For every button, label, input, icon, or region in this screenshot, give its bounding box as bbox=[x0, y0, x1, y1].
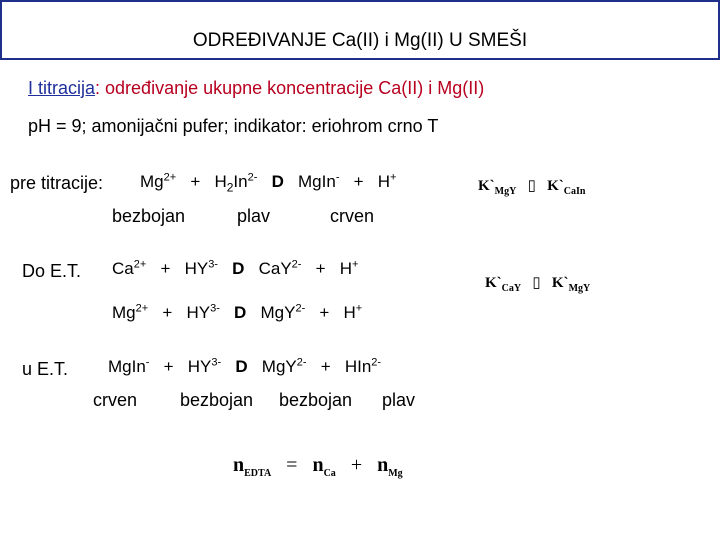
subtitle-part2: : određivanje ukupne koncentracije Ca(II) i Mg(II) bbox=[95, 78, 485, 98]
et-label: u E.T. bbox=[22, 359, 69, 379]
et-under-4: plav bbox=[382, 390, 416, 410]
box-icon: ▯ bbox=[532, 275, 541, 291]
box-icon: ▯ bbox=[527, 178, 536, 194]
page-title: ODREĐIVANJE Ca(II) i Mg(II) U SMEŠI bbox=[192, 30, 528, 51]
pre-under-3: crven bbox=[330, 206, 375, 226]
do-reaction: $Ca^{2+}$ + $HY^{3-}$ D CaY$^{2-}$ + H+ bbox=[112, 258, 359, 278]
conditions-text: pH = 9; amonijačni pufer; indikator: eriohrom crno T bbox=[28, 116, 439, 136]
pre-under-2: plav bbox=[237, 206, 271, 226]
do-label: Do E.T. bbox=[22, 261, 82, 281]
et-under-2: bezbojan bbox=[180, 390, 254, 410]
mg-reaction: $Mg^{2+}$ + $HY^{3-}$ D MgY$^{2-}$ + H+ bbox=[112, 302, 363, 322]
subtitle-part1: I titracija bbox=[28, 78, 96, 98]
equilibrium-arrow-icon: D bbox=[232, 259, 245, 278]
et-reaction: MgIn- + $HY^{3-}$ D MgY$^{2-}$ + HIn$^{2-}$ bbox=[108, 356, 382, 376]
pre-reaction: $Mg^{2+}$ + $H_2In^{2-}$ D MgIn- + H+ bbox=[140, 171, 397, 195]
equilibrium-arrow-icon: D bbox=[234, 303, 247, 322]
k-compare-2: $K`_{CaY}$ ▯ $K`_{MgY}$ bbox=[485, 275, 591, 294]
subtitle bbox=[28, 78, 484, 99]
k-compare-1: $K`_{MgY}$ ▯ $K`_{CaIn}$ bbox=[478, 178, 586, 197]
edta-formula: $n_{EDTA}$ = $n_{Ca}$ + $n_{Mg}$ bbox=[233, 454, 403, 479]
pre-label: pre titracije: bbox=[10, 173, 104, 193]
et-under-1: crven bbox=[93, 390, 138, 410]
equilibrium-arrow-icon: D bbox=[235, 357, 248, 376]
pre-under-1: bezbojan bbox=[112, 206, 186, 226]
equilibrium-arrow-icon: D bbox=[271, 172, 284, 191]
et-under-3: bezbojan bbox=[279, 390, 353, 410]
